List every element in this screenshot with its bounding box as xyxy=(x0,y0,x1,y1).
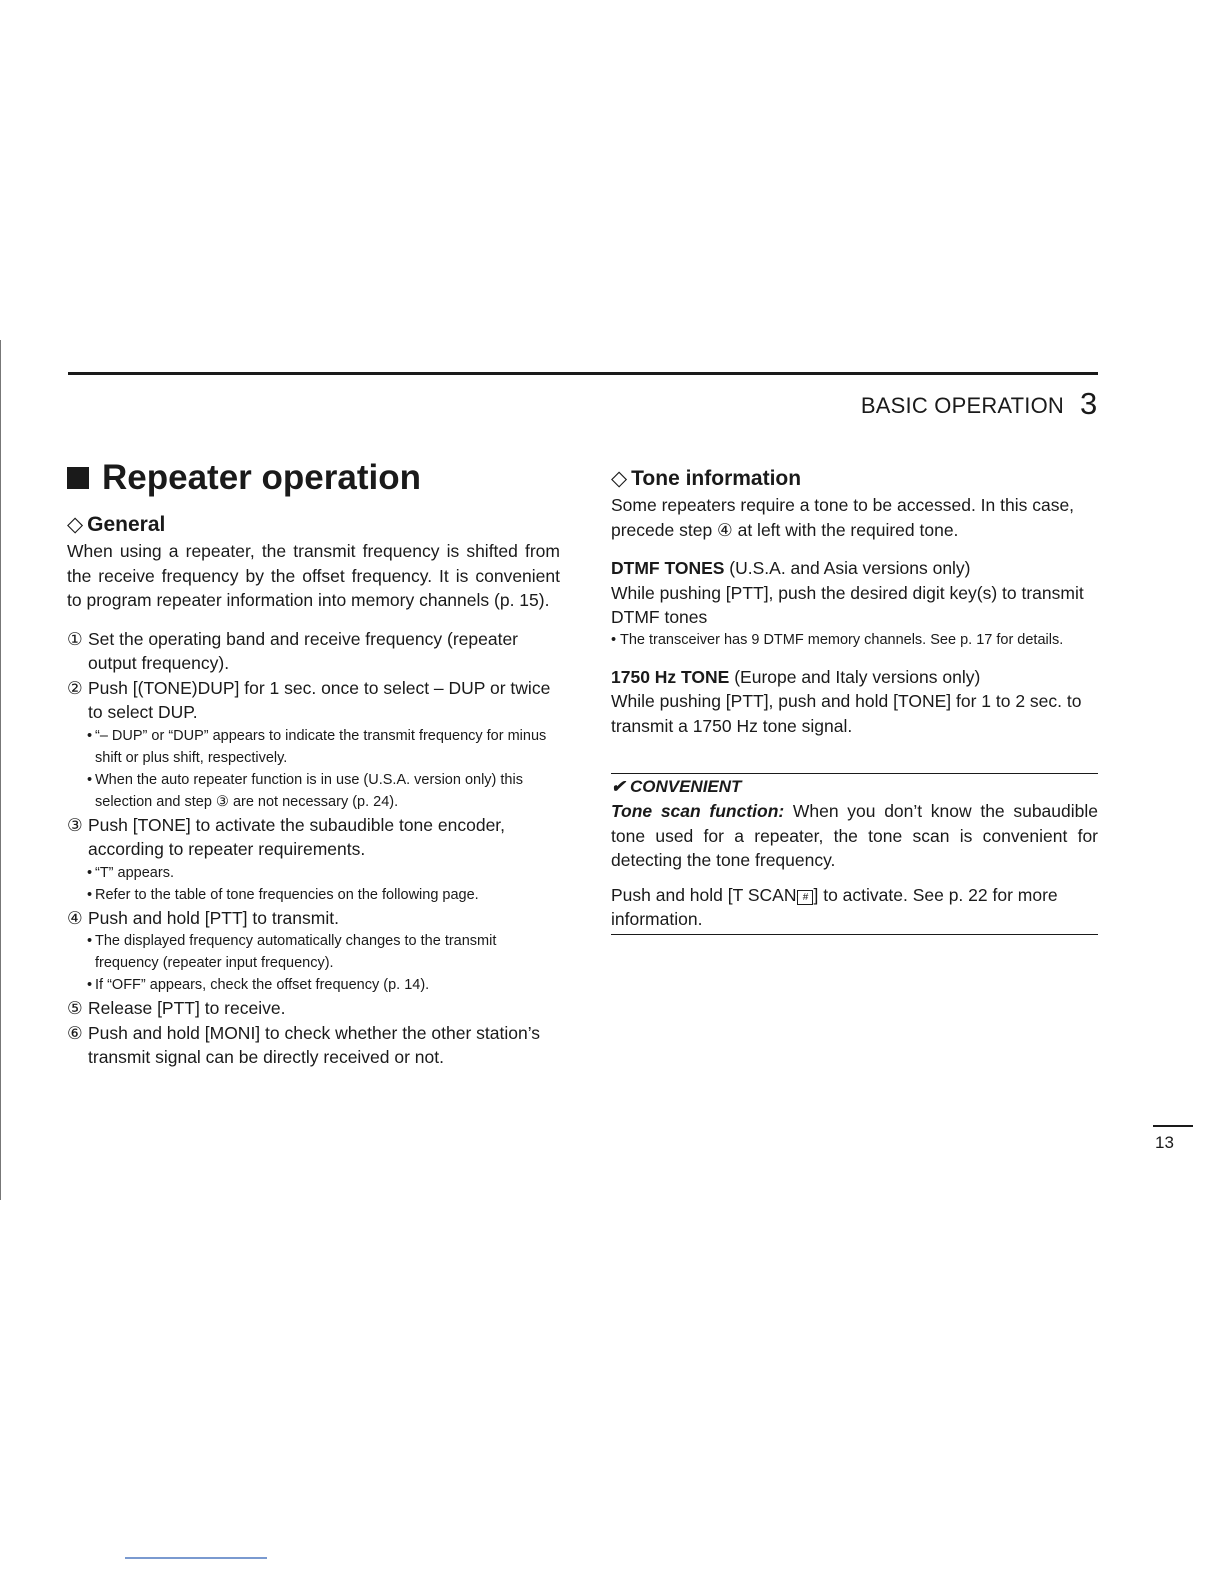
steps-list xyxy=(67,627,560,1070)
step-number: ③ xyxy=(67,814,83,835)
bullet-icon: • xyxy=(87,864,93,881)
hz-label: 1750 Hz TONE xyxy=(611,666,730,687)
dtmf-paragraph: While pushing [PTT], push the desired digit key(s) to transmit DTMF tones xyxy=(611,582,1084,627)
page-edge-line xyxy=(0,340,1,1200)
step-number: ① xyxy=(67,628,83,649)
step-note-text: If “OFF” appears, check the offset frequency (p. 14). xyxy=(95,977,430,993)
chapter-number: 3 xyxy=(1080,386,1098,421)
tone-paragraph: Some repeaters require a tone to be accessed. In this case, precede step ④ at left with the required tone. xyxy=(611,495,1075,540)
bullet-icon: • xyxy=(87,977,93,993)
step-note xyxy=(67,930,560,974)
hz-heading xyxy=(611,665,1098,690)
step-item xyxy=(67,676,560,725)
tone-scan-paragraph xyxy=(611,799,1098,873)
hz-paragraph: While pushing [PTT], push and hold [TONE] for 1 to 2 sec. to transmit a 1750 Hz tone signal. xyxy=(611,691,1082,736)
step-note-text: Refer to the table of tone frequencies on the following page. xyxy=(95,886,479,903)
step-note-text: The displayed frequency automatically changes to the transmit frequency (repeater input frequency). xyxy=(95,933,497,971)
tone-scan-text: When you don’t know the subaudible tone used for a repeater, the tone scan is convenient for detecting the tone frequency. xyxy=(611,801,1098,870)
tone-scan-label: Tone scan function: xyxy=(611,801,785,821)
bullet-icon: • xyxy=(87,771,93,788)
dtmf-note-text: The transceiver has 9 DTMF memory channels. See p. 17 for details. xyxy=(620,631,1064,648)
step-text: Set the operating band and receive frequency (repeater output frequency). xyxy=(88,628,519,673)
dtmf-heading xyxy=(611,556,1098,581)
step-note-text: When the auto repeater function is in use (U.S.A. version only) this selection and step ③ are not necessary (p. 24). xyxy=(95,771,523,810)
step-item xyxy=(67,813,560,862)
convenient-title: ✔ CONVENIENT xyxy=(611,777,742,796)
dtmf-region: (U.S.A. and Asia versions only) xyxy=(724,558,971,578)
square-bullet-icon xyxy=(67,467,89,489)
step-text: Push [(TONE)DUP] for 1 sec. once to select – DUP or twice to select DUP. xyxy=(88,677,551,722)
section-title xyxy=(67,458,560,498)
dtmf-note xyxy=(611,630,1098,651)
step-item xyxy=(67,1021,560,1070)
general-heading xyxy=(67,512,560,537)
bullet-icon: • xyxy=(87,886,93,903)
general-heading-text: General xyxy=(87,513,166,536)
push-text-a: Push and hold [T SCAN xyxy=(611,884,797,905)
page-number-rule xyxy=(1153,1125,1193,1127)
step-note-text: “– DUP” or “DUP” appears to indicate the transmit frequency for minus shift or plus shift, respectively. xyxy=(95,727,547,766)
step-text: Push and hold [PTT] to transmit. xyxy=(88,907,339,928)
bullet-icon: • xyxy=(611,631,617,648)
step-note xyxy=(67,862,560,884)
hash-key-icon: # xyxy=(797,890,813,905)
step-item xyxy=(67,996,560,1021)
diamond-icon: ◇ xyxy=(67,513,84,536)
step-note xyxy=(67,974,560,996)
step-number: ④ xyxy=(67,907,83,928)
bottom-scan-line xyxy=(125,1557,267,1559)
step-text: Push and hold [MONI] to check whether the other station’s transmit signal can be directly received or not. xyxy=(88,1022,541,1067)
bullet-icon: • xyxy=(87,727,93,744)
convenient-box xyxy=(611,773,1098,935)
bullet-icon: • xyxy=(87,933,93,949)
general-paragraph: When using a repeater, the transmit frequency is shifted from the receive frequency by the offset frequency. It is convenient to program repeater information into memory channels (p. 15). xyxy=(67,541,560,610)
step-item xyxy=(67,627,560,676)
step-number: ⑥ xyxy=(67,1022,83,1043)
section-title-text: Repeater operation xyxy=(102,458,421,497)
diamond-icon: ◇ xyxy=(611,467,628,490)
page-number: 13 xyxy=(1155,1133,1174,1152)
step-note-text: “T” appears. xyxy=(95,864,174,881)
step-note xyxy=(67,884,560,906)
left-column xyxy=(67,458,560,1070)
header-rule xyxy=(68,372,1098,375)
hz-region: (Europe and Italy versions only) xyxy=(729,666,981,687)
step-item xyxy=(67,906,560,931)
dtmf-label: DTMF TONES xyxy=(611,558,725,578)
step-note xyxy=(67,769,560,813)
chapter-title: BASIC OPERATION xyxy=(860,393,1064,418)
step-number: ② xyxy=(67,677,83,698)
tone-heading xyxy=(611,466,1098,491)
step-note xyxy=(67,725,560,769)
push-text-b: ] to activate. See p. 22 for more information. xyxy=(611,884,1058,929)
step-text: Release [PTT] to receive. xyxy=(88,998,286,1018)
step-text: Push [TONE] to activate the subaudible tone encoder, according to repeater requirements. xyxy=(88,814,506,859)
right-column xyxy=(611,466,1098,935)
push-hold-paragraph xyxy=(611,883,1098,932)
tone-heading-text: Tone information xyxy=(631,467,802,490)
step-number: ⑤ xyxy=(67,998,83,1018)
